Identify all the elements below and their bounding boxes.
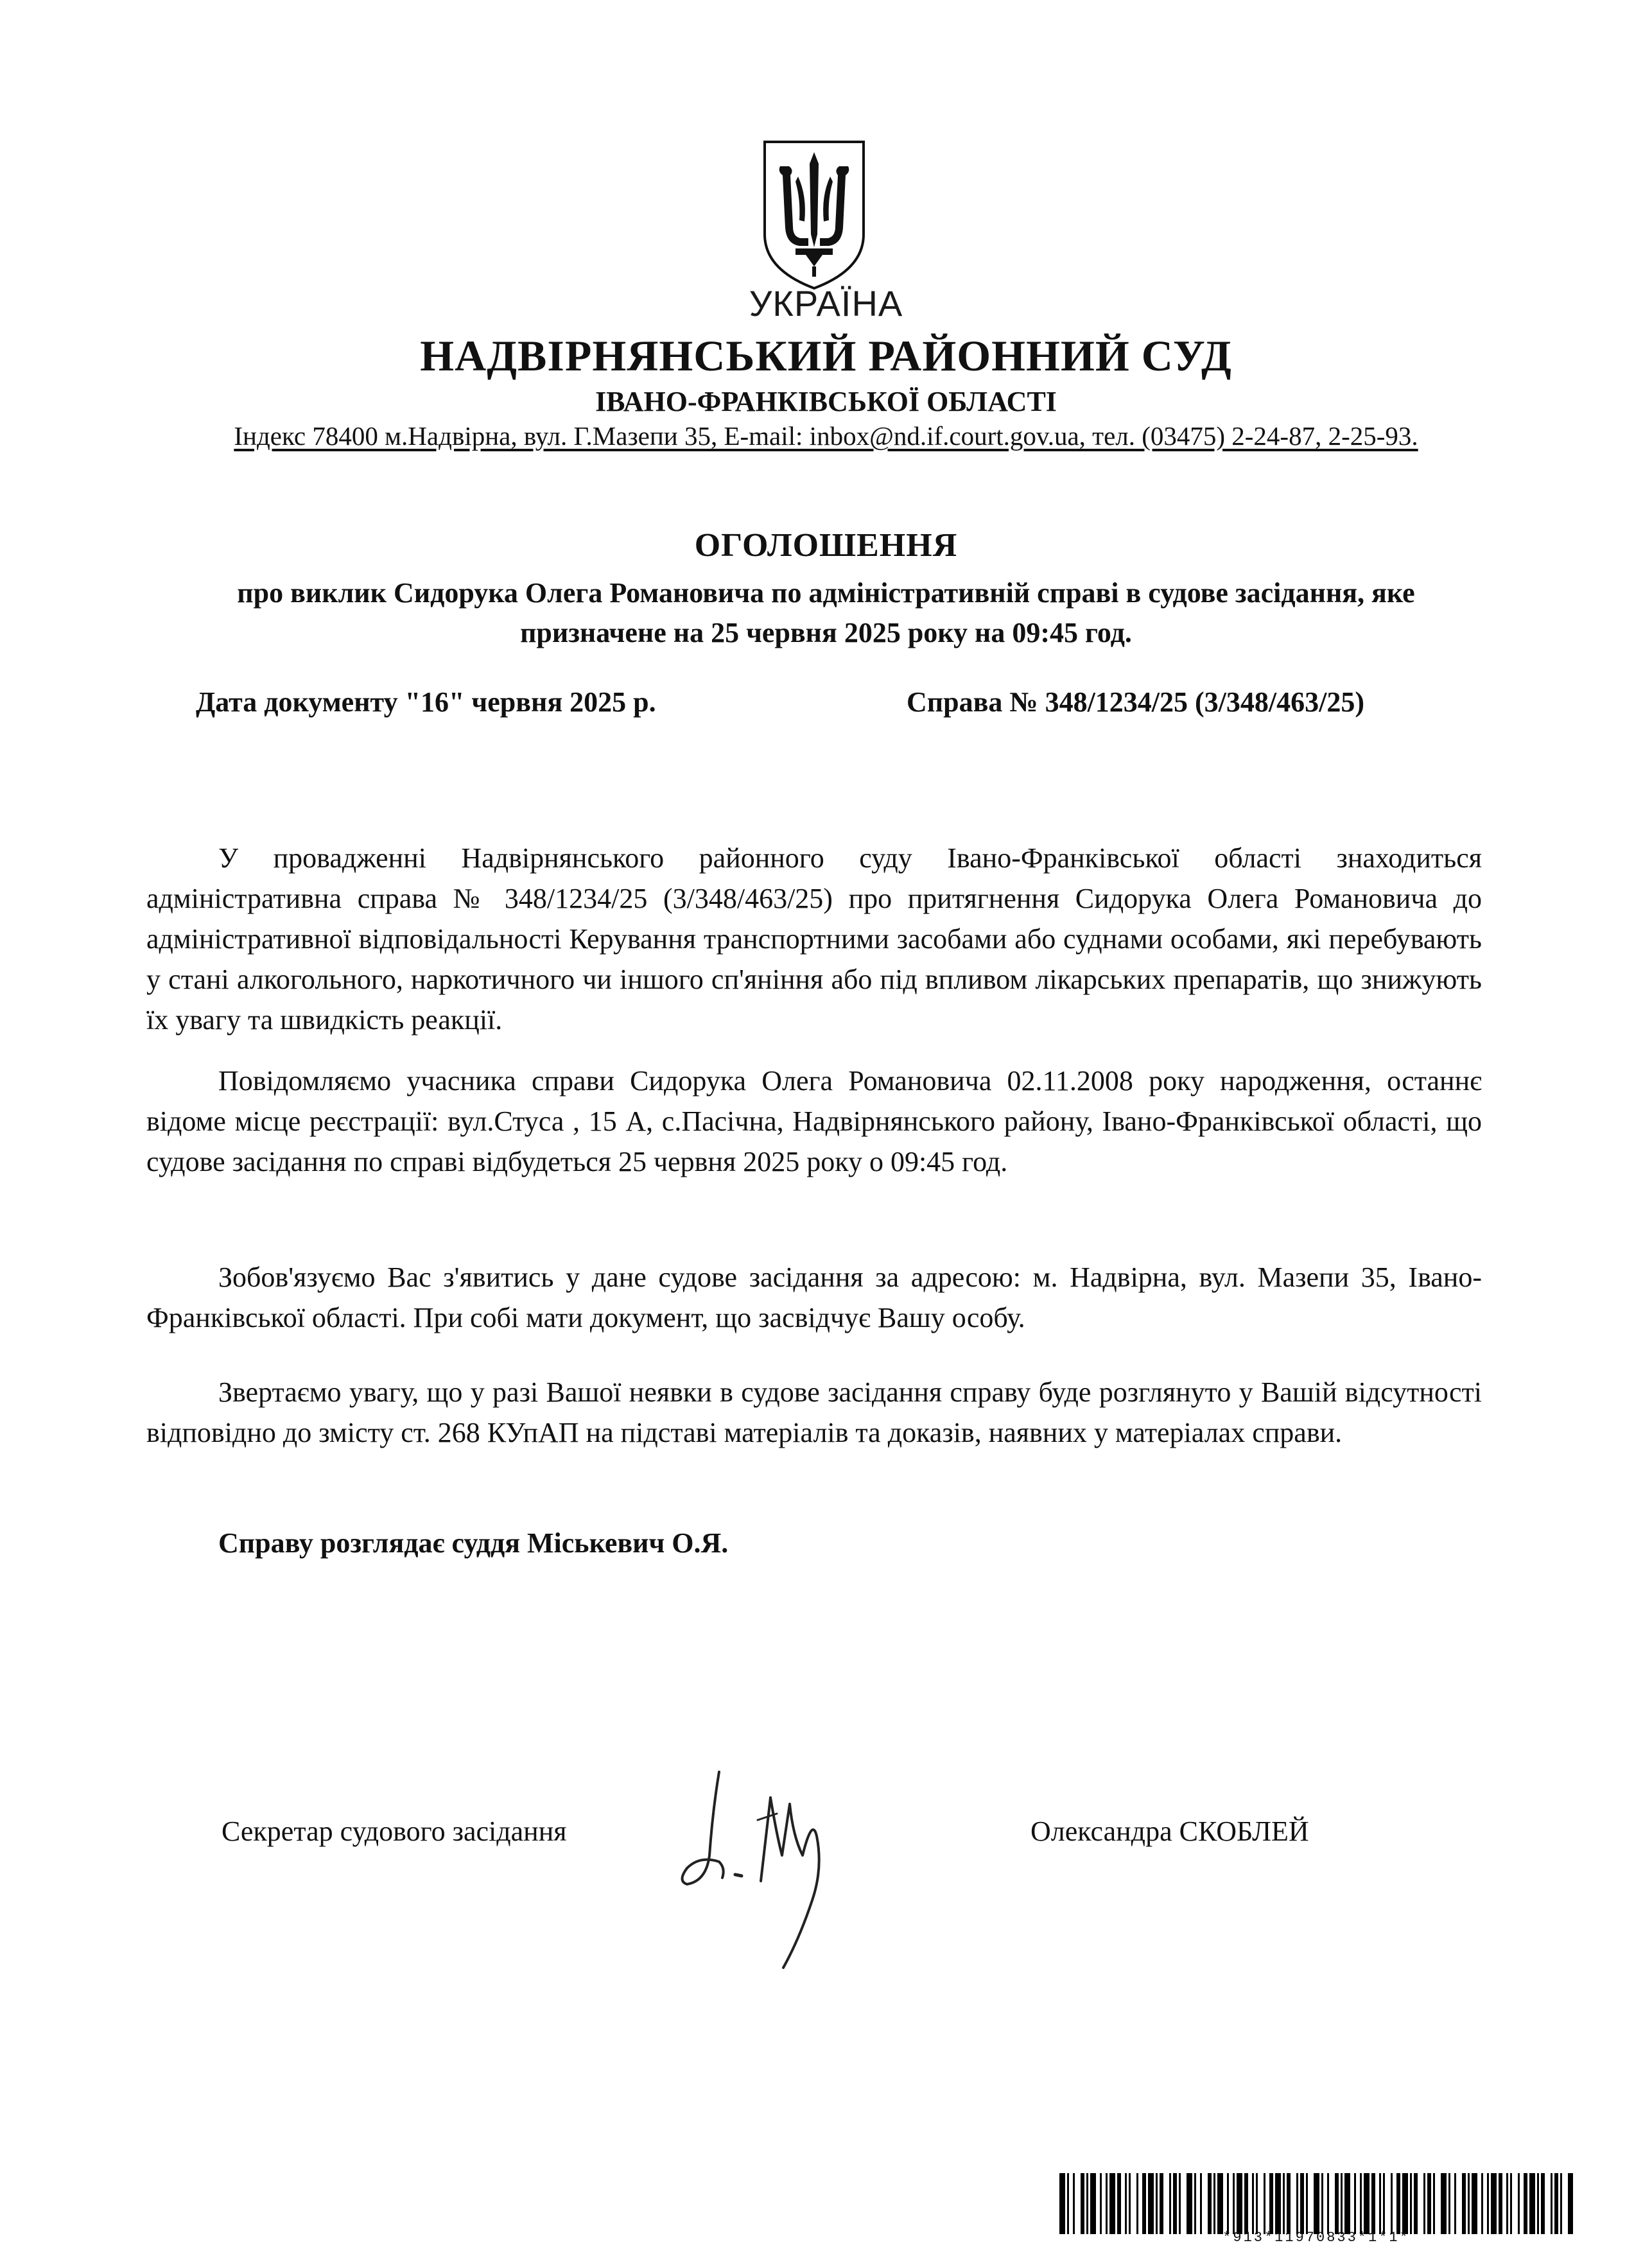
body-paragraph-proceedings: У провадженні Надвірнянського районного суду Івано-Франківської області знаходиться адміністративна справа № 348/1234/25 (3/348/463/25) про притягнення Сидорука Олега Романовича до адміністративної відповідальності Керування транспортними засобами або суднами особами, які перебувають у стані алкогольного, наркотичного чи іншого сп'яніння або під впливом лікарських препаратів, що знижують їх увагу та швидкість реакції. xyxy=(146,842,1482,1036)
body-paragraph-notice: Повідомляємо учасника справи Сидорука Олега Романовича 02.11.2008 року народження, останнє відоме місце реєстрації: вул.Стуса , 15 А, с.Пасічна, Надвірнянського району, Івано-Франківської області, що судове засідання по справі відбудеться 25 червня 2025 року о 09:45 год. xyxy=(146,1065,1482,1177)
barcode-text: *913*11970833*1*1* xyxy=(1222,2230,1410,2246)
signatory-role: Секретар судового засідання xyxy=(222,1816,567,1847)
handwritten-signature xyxy=(674,1759,860,1971)
court-region: ІВАНО-ФРАНКІВСЬКОЇ ОБЛАСТІ xyxy=(595,386,1057,417)
barcode-icon xyxy=(1059,2173,1573,2234)
judge-line: Справу розглядає суддя Міськевич О.Я. xyxy=(218,1527,729,1559)
case-number: Справа № 348/1234/25 (3/348/463/25) xyxy=(907,686,1365,718)
body-paragraph-summons: Зобов'язуємо Вас з'явитись у дане судове засідання за адресою: м. Надвірна, вул. Мазепи 35, Івано-Франківської області. При собі мати документ, що засвідчує Вашу особу. xyxy=(146,1262,1482,1333)
announcement-subtitle: про виклик Сидорука Олега Романовича по адміністративній справі в судове засідання, яке призначене на 25 червня 2025 року на 09:45 год. xyxy=(237,577,1415,648)
court-address: Індекс 78400 м.Надвірна, вул. Г.Мазепи 35, E-mail: inbox@nd.if.court.gov.ua, тел. (03475) 2-24-87, 2-25-93. xyxy=(234,421,1418,451)
announcement-title: ОГОЛОШЕННЯ xyxy=(694,527,958,564)
ukraine-trident-emblem-icon xyxy=(760,138,869,292)
document-date: Дата документу "16" червня 2025 р. xyxy=(196,686,656,718)
signatory-name: Олександра СКОБЛЕЙ xyxy=(1030,1816,1309,1847)
body-paragraph-warning: Звертаємо увагу, що у разі Вашої неявки в судове засідання справу буде розглянуто у Вашій відсутності відповідно до змісту ст. 268 КУпАП на підставі матеріалів та доказів, наявних у матеріалах справи. xyxy=(146,1376,1482,1448)
country-name: УКРАЇНА xyxy=(749,283,903,324)
court-name: НАДВІРНЯНСЬКИЙ РАЙОННИЙ СУД xyxy=(420,331,1232,380)
